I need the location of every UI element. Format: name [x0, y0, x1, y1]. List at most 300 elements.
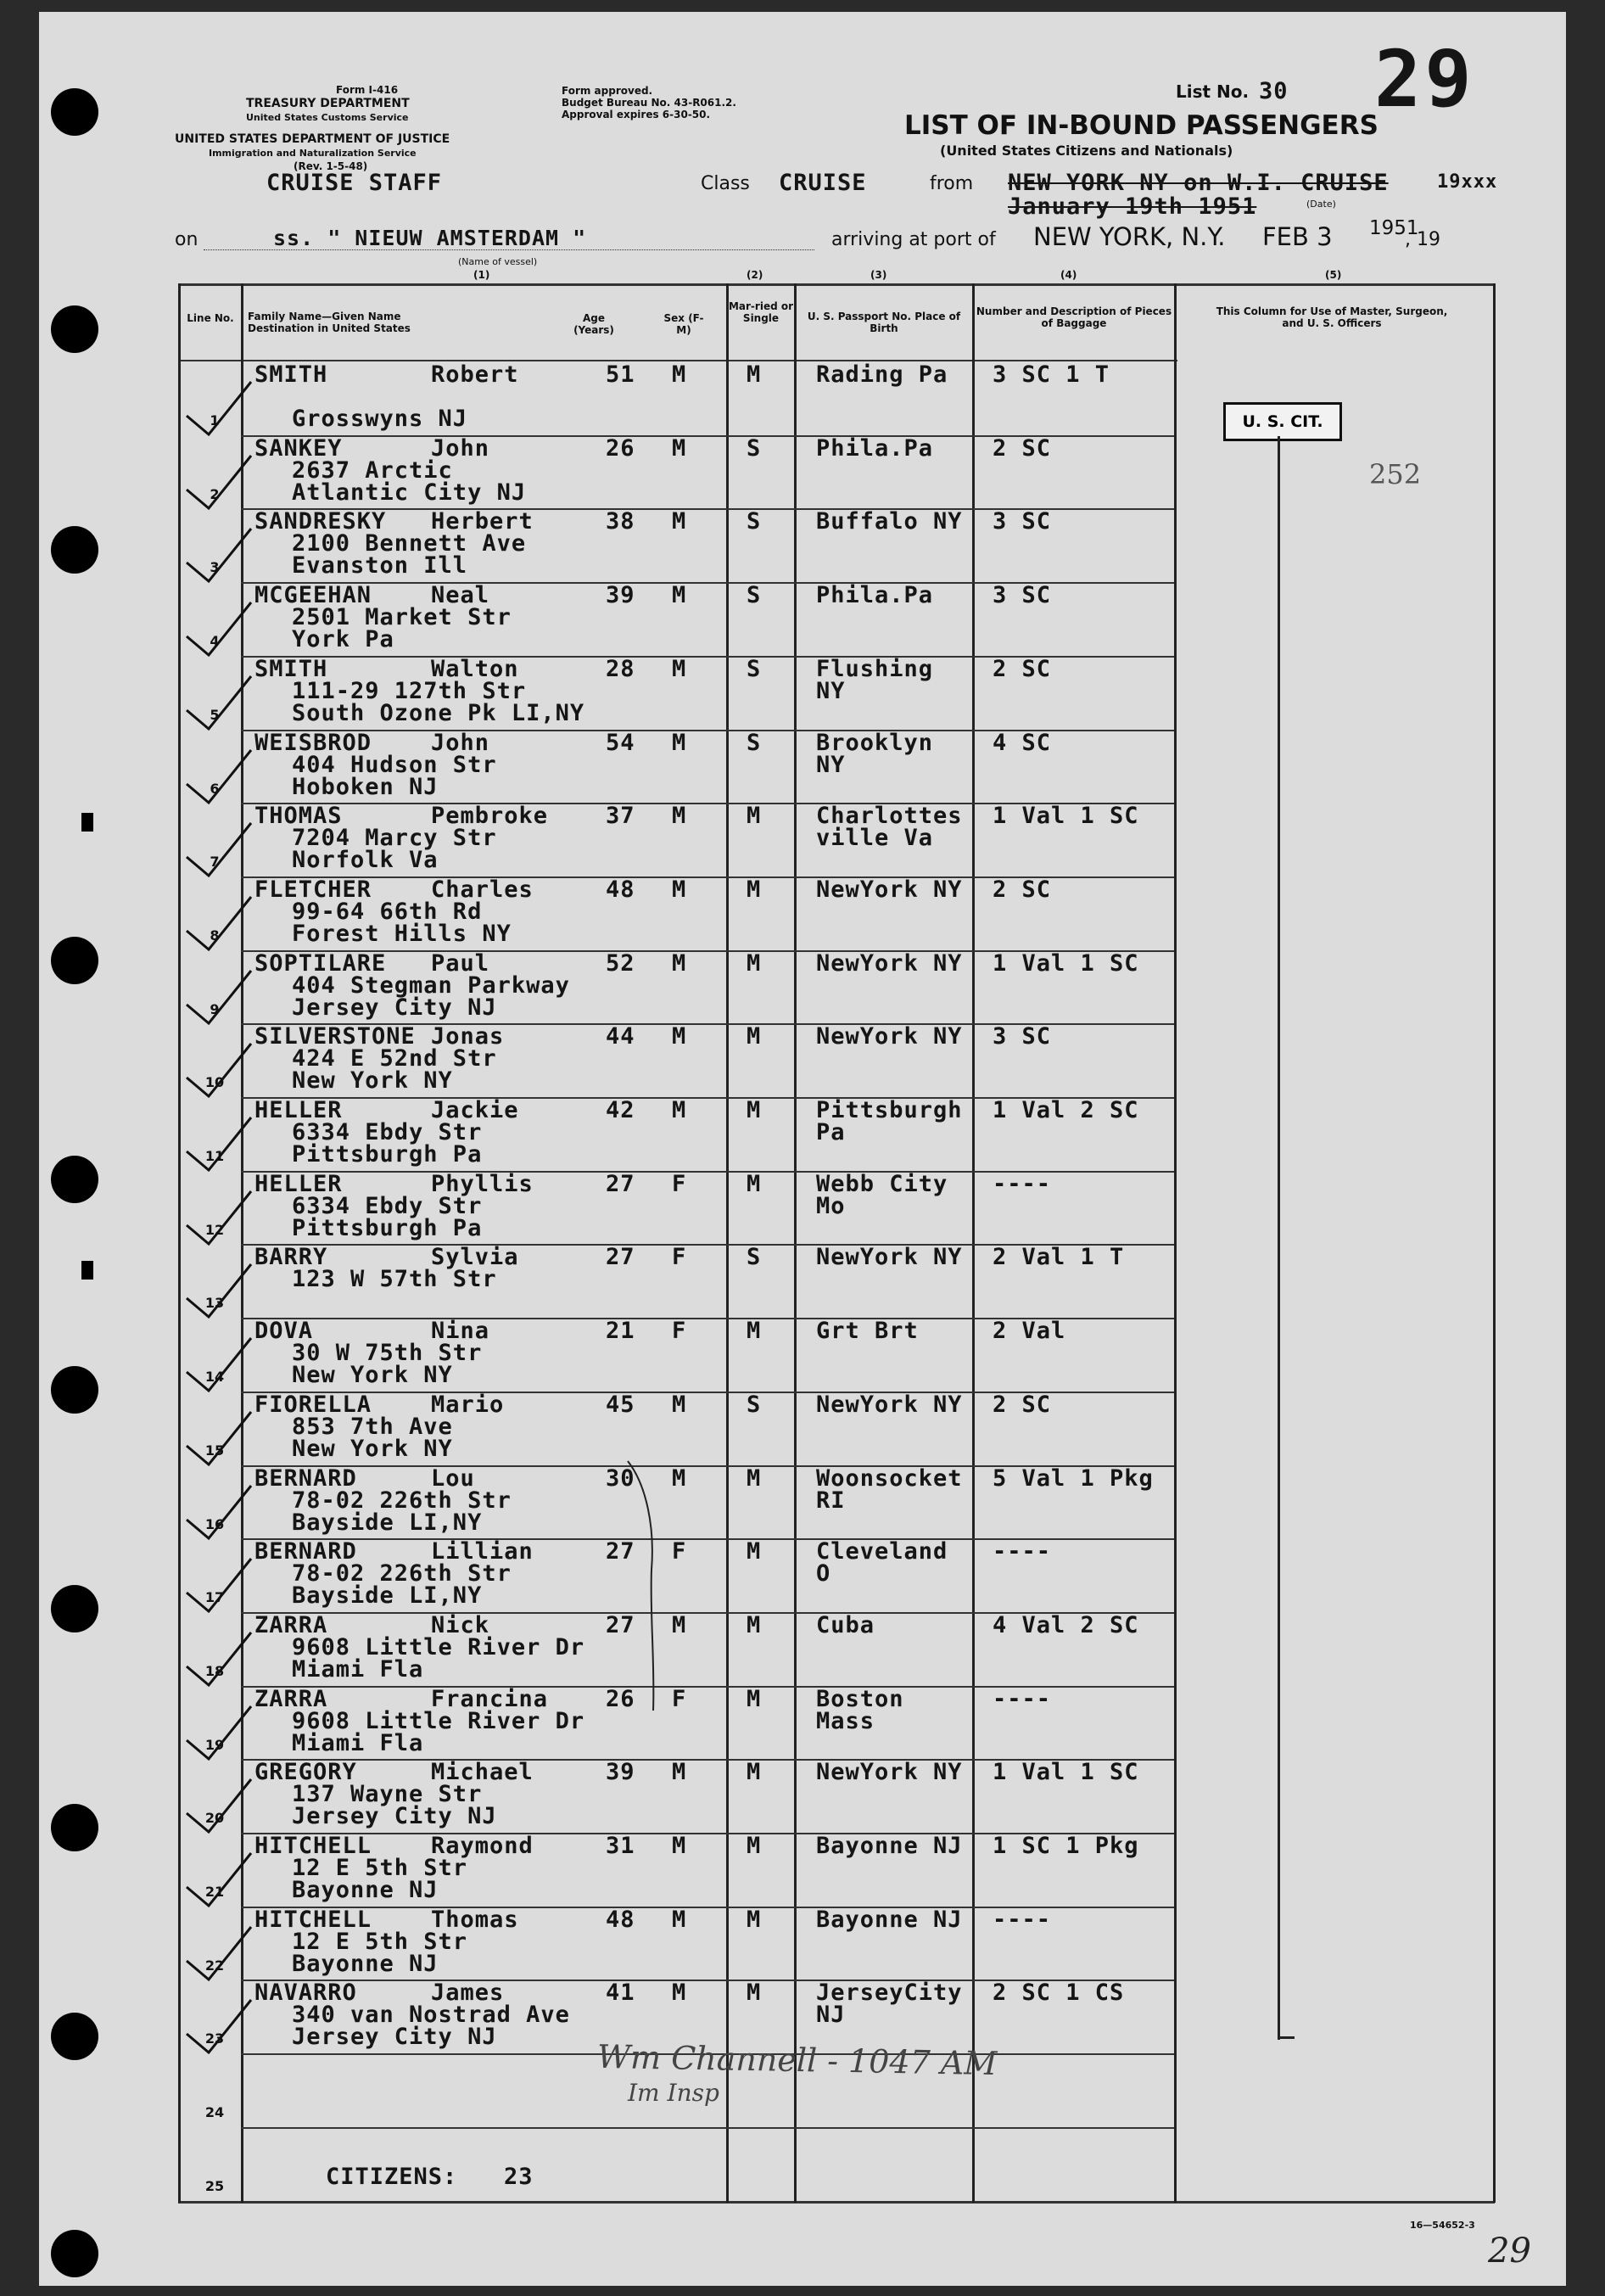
- line-number: 11: [204, 1148, 225, 1164]
- passenger-sex: M: [672, 803, 687, 830]
- passenger-age: 31: [606, 1833, 635, 1859]
- baggage: 3 SC 1 T: [993, 361, 1110, 388]
- col-border: [726, 283, 729, 2203]
- passenger-surname: SOPTILARE: [254, 949, 387, 977]
- passenger-given-name: Raymond: [431, 1833, 534, 1859]
- passenger-surname: GREGORY: [254, 1759, 357, 1786]
- passenger-destination: Forest Hills NY: [292, 920, 512, 947]
- passenger-address: 2637 Arctic: [292, 456, 453, 484]
- passenger-address: 123 W 57th Str: [292, 1266, 497, 1293]
- passenger-destination: New York NY: [292, 1067, 453, 1095]
- place-of-birth-line2: O: [816, 1560, 831, 1588]
- line-number: 1: [210, 412, 220, 428]
- passenger-sex: F: [672, 1685, 687, 1712]
- passenger-surname: HELLER: [254, 1170, 343, 1197]
- place-of-birth: Flushing: [816, 655, 934, 682]
- passenger-address: 12 E 5th Str: [292, 1855, 468, 1881]
- binder-hole: [51, 305, 98, 353]
- passenger-sex: M: [672, 1464, 687, 1492]
- passenger-address: 30 W 75th Str: [292, 1340, 483, 1367]
- check-mark: [170, 1555, 254, 1615]
- dept-line-1: TREASURY DEPARTMENT: [246, 97, 410, 110]
- baggage: ----: [993, 1170, 1052, 1197]
- place-of-birth: NewYork NY: [816, 876, 963, 903]
- header-line-no: Line No.: [187, 312, 234, 324]
- place-of-birth: Phila.Pa: [816, 434, 934, 462]
- check-mark: [170, 893, 254, 953]
- check-mark: [170, 820, 254, 879]
- passenger-surname: BERNARD: [254, 1538, 357, 1565]
- passenger-given-name: Jonas: [431, 1023, 505, 1050]
- check-mark: [170, 525, 254, 585]
- passenger-surname: DOVA: [254, 1318, 314, 1345]
- passenger-given-name: John: [431, 434, 490, 462]
- line-number: 22: [204, 1957, 225, 1974]
- passenger-destination: Evanston Ill: [292, 552, 468, 580]
- passenger-sex: M: [672, 1980, 687, 2007]
- passenger-sex: M: [672, 582, 687, 609]
- passenger-given-name: Robert: [431, 361, 519, 388]
- passenger-age: 27: [606, 1244, 635, 1271]
- passenger-address: 99-64 66th Rd: [292, 898, 483, 925]
- binder-hole: [51, 1156, 98, 1203]
- baggage: 4 Val 2 SC: [993, 1611, 1139, 1638]
- place-of-birth: NewYork NY: [816, 1759, 963, 1786]
- place-of-birth: Bayonne NJ: [816, 1906, 963, 1933]
- header-married: Mar-ried or Single: [728, 300, 794, 324]
- marital-status: S: [747, 582, 762, 609]
- passenger-given-name: James: [431, 1980, 505, 2007]
- passenger-given-name: Phyllis: [431, 1170, 534, 1197]
- passenger-address: 137 Wayne Str: [292, 1781, 483, 1808]
- baggage: 1 Val 1 SC: [993, 1759, 1139, 1786]
- marital-status: M: [747, 1023, 762, 1050]
- check-mark: [170, 1408, 254, 1468]
- manifest-sheet: [39, 12, 1566, 2286]
- passenger-destination: Atlantic City NJ: [292, 479, 527, 506]
- passenger-age: 44: [606, 1023, 635, 1050]
- passenger-address: 9608 Little River Dr: [292, 1633, 585, 1660]
- col-number-2: (2): [747, 269, 763, 281]
- passenger-sex: M: [672, 1023, 687, 1050]
- passenger-sex: M: [672, 434, 687, 462]
- check-mark: [170, 1629, 254, 1688]
- marital-status: S: [747, 729, 762, 756]
- row-divider: [241, 2127, 1174, 2129]
- place-of-birth: Phila.Pa: [816, 582, 934, 609]
- passenger-sex: F: [672, 1318, 687, 1345]
- line-number: 12: [204, 1221, 225, 1238]
- line-number: 3: [210, 559, 220, 576]
- passenger-sex: M: [672, 876, 687, 903]
- passenger-destination: Hoboken NJ: [292, 773, 439, 800]
- header-officers: This Column for Use of Master, Surgeon, and U. S. Officers: [1216, 305, 1448, 329]
- line-number: 7: [210, 854, 220, 871]
- passenger-surname: SMITH: [254, 361, 328, 388]
- check-mark: [170, 1776, 254, 1835]
- place-of-birth: Bayonne NJ: [816, 1833, 963, 1859]
- passenger-given-name: Mario: [431, 1391, 505, 1418]
- col-number-3: (3): [870, 269, 887, 281]
- passenger-age: 21: [606, 1318, 635, 1345]
- place-of-birth-line2: Mass: [816, 1707, 875, 1734]
- passenger-age: 28: [606, 655, 635, 682]
- passenger-given-name: Charles: [431, 876, 534, 903]
- passenger-sex: M: [672, 1097, 687, 1123]
- passenger-sex: M: [672, 655, 687, 682]
- binder-hole: [51, 937, 98, 984]
- line-number: 5: [210, 706, 220, 723]
- binder-hole: [51, 1585, 98, 1632]
- dept-line-4: Immigration and Naturalization Service: [209, 148, 417, 159]
- binder-hole: [51, 1366, 98, 1414]
- baggage: ----: [993, 1906, 1052, 1933]
- marital-status: M: [747, 1833, 762, 1859]
- col-border: [972, 283, 975, 2203]
- marital-status: M: [747, 1097, 762, 1123]
- passenger-given-name: Michael: [431, 1759, 534, 1786]
- place-of-birth: Buffalo NY: [816, 508, 963, 535]
- baggage: 1 SC 1 Pkg: [993, 1833, 1139, 1859]
- passenger-destination: South Ozone Pk LI,NY: [292, 699, 585, 726]
- passenger-given-name: Herbert: [431, 508, 534, 535]
- line-number: 15: [204, 1442, 225, 1459]
- citizens-label: CITIZENS:: [326, 2164, 458, 2190]
- baggage: 2 Val: [993, 1318, 1066, 1345]
- passenger-destination: Pittsburgh Pa: [292, 1141, 483, 1168]
- class-value: CRUISE: [779, 170, 867, 196]
- baggage: 3 SC: [993, 508, 1052, 535]
- place-of-birth: JerseyCity: [816, 1980, 963, 2007]
- marital-status: M: [747, 803, 762, 830]
- baggage: 5 Val 1 Pkg: [993, 1464, 1154, 1492]
- passenger-destination: Bayonne NJ: [292, 1877, 439, 1903]
- passenger-sex: F: [672, 1538, 687, 1565]
- cruise-staff-label: CRUISE STAFF: [266, 170, 443, 196]
- handwritten-inspector: Wm Channell - 1047 AM: [596, 2037, 998, 2083]
- passenger-surname: SILVERSTONE: [254, 1023, 416, 1050]
- marital-status: M: [747, 1538, 762, 1565]
- check-mark: [170, 1261, 254, 1320]
- marital-status: S: [747, 1391, 762, 1418]
- line-number: 25: [204, 2177, 225, 2194]
- line-number: 9: [210, 1000, 220, 1017]
- col-number-1: (1): [473, 269, 490, 281]
- place-of-birth-line2: Pa: [816, 1119, 846, 1145]
- arrival-date: FEB 3: [1262, 222, 1333, 251]
- passenger-age: 39: [606, 582, 635, 609]
- place-of-birth-line2: RI: [816, 1487, 846, 1514]
- baggage: 1 Val 1 SC: [993, 949, 1139, 977]
- check-mark: [170, 1703, 254, 1762]
- list-no-label: List No.: [1176, 81, 1250, 102]
- arrival-year: 1951: [1369, 217, 1419, 239]
- binder-hole: [51, 1804, 98, 1851]
- line-number: 13: [204, 1295, 225, 1312]
- passenger-sex: F: [672, 1244, 687, 1271]
- passenger-surname: BERNARD: [254, 1464, 357, 1492]
- vessel-caption: (Name of vessel): [458, 256, 538, 267]
- passenger-given-name: Francina: [431, 1685, 549, 1712]
- passenger-address: 78-02 226th Str: [292, 1487, 512, 1514]
- passenger-given-name: Paul: [431, 949, 490, 977]
- passenger-address: 6334 Ebdy Str: [292, 1119, 483, 1145]
- passenger-age: 45: [606, 1391, 635, 1418]
- marital-status: M: [747, 1170, 762, 1197]
- line-number: 18: [204, 1662, 225, 1679]
- place-of-birth: NewYork NY: [816, 949, 963, 977]
- check-mark: [170, 673, 254, 732]
- check-mark: [170, 1850, 254, 1909]
- officer-number: 252: [1369, 458, 1422, 490]
- dept-line-2: United States Customs Service: [246, 112, 409, 123]
- check-mark: [170, 1482, 254, 1542]
- place-of-birth: Boston: [816, 1685, 904, 1712]
- baggage: 2 SC: [993, 1391, 1052, 1418]
- passenger-age: 38: [606, 508, 635, 535]
- marital-status: M: [747, 1759, 762, 1786]
- marital-status: M: [747, 1980, 762, 2007]
- line-number: 2: [210, 485, 220, 502]
- place-of-birth: Grt Brt: [816, 1318, 919, 1345]
- header-age: Age (Years): [573, 312, 614, 336]
- place-of-birth-line2: ville Va: [816, 825, 934, 852]
- place-of-birth: NewYork NY: [816, 1391, 963, 1418]
- line-number: 6: [210, 780, 220, 797]
- line-number: 21: [204, 1884, 225, 1900]
- line-number: 19: [204, 1736, 225, 1753]
- col-number-4: (4): [1060, 269, 1077, 281]
- place-of-birth-line2: NY: [816, 677, 846, 704]
- passenger-destination: Pittsburgh Pa: [292, 1214, 483, 1241]
- baggage: 4 SC: [993, 729, 1052, 756]
- col-border: [1174, 283, 1177, 2203]
- check-mark: [170, 1188, 254, 1247]
- passenger-surname: HITCHELL: [254, 1833, 372, 1859]
- passenger-age: 37: [606, 803, 635, 830]
- baggage: 3 SC: [993, 582, 1052, 609]
- passenger-address: 2501 Market Str: [292, 604, 512, 631]
- baggage: 2 SC: [993, 434, 1052, 462]
- passenger-destination: Miami Fla: [292, 1655, 424, 1683]
- arrival-port: NEW YORK, N.Y.: [1033, 222, 1226, 251]
- line-number: 10: [204, 1074, 225, 1091]
- baggage: 1 Val 2 SC: [993, 1097, 1139, 1123]
- baggage: 2 SC 1 CS: [993, 1980, 1125, 2007]
- passenger-sex: M: [672, 1833, 687, 1859]
- col-border: [1493, 283, 1496, 2203]
- passenger-destination: Grosswyns NJ: [292, 406, 468, 432]
- check-mark: [170, 1335, 254, 1394]
- line-number: 14: [204, 1369, 225, 1386]
- marital-status: S: [747, 1244, 762, 1271]
- passenger-surname: SMITH: [254, 655, 328, 682]
- marital-status: S: [747, 508, 762, 535]
- list-no-value: 30: [1259, 78, 1289, 104]
- passenger-destination: Jersey City NJ: [292, 1803, 497, 1830]
- approval-line-1: Form approved.: [562, 85, 653, 97]
- passenger-age: 30: [606, 1464, 635, 1492]
- passenger-sex: M: [672, 1906, 687, 1933]
- passenger-address: 9608 Little River Dr: [292, 1707, 585, 1734]
- corner-page-mark: 29: [1488, 2232, 1531, 2271]
- passenger-sex: M: [672, 1391, 687, 1418]
- passenger-surname: MCGEEHAN: [254, 582, 372, 609]
- passenger-sex: M: [672, 361, 687, 388]
- place-of-birth: Woonsocket: [816, 1464, 963, 1492]
- passenger-address: 340 van Nostrad Ave: [292, 2002, 570, 2029]
- passenger-destination: New York NY: [292, 1362, 453, 1389]
- check-mark: [170, 1114, 254, 1173]
- binder-hole: [51, 2230, 98, 2277]
- col-border: [794, 283, 797, 2203]
- place-of-birth: NewYork NY: [816, 1244, 963, 1271]
- date-caption: (Date): [1306, 199, 1336, 210]
- passenger-address: 404 Hudson Str: [292, 751, 497, 778]
- check-mark: [170, 1040, 254, 1100]
- passenger-destination: Jersey City NJ: [292, 994, 497, 1021]
- marital-status: M: [747, 1464, 762, 1492]
- passenger-address: 6334 Ebdy Str: [292, 1192, 483, 1219]
- passenger-destination: Bayside LI,NY: [292, 1509, 483, 1536]
- passenger-age: 51: [606, 361, 635, 388]
- marital-status: M: [747, 949, 762, 977]
- check-mark: [170, 967, 254, 1027]
- passenger-age: 48: [606, 1906, 635, 1933]
- passenger-sex: F: [672, 1170, 687, 1197]
- passenger-given-name: Lillian: [431, 1538, 534, 1565]
- header-name: Family Name—Given Name Destination in United States: [248, 311, 411, 334]
- departure-date: January 19th 1951: [1008, 193, 1257, 220]
- passenger-address: 2100 Bennett Ave: [292, 530, 527, 557]
- passenger-surname: HITCHELL: [254, 1906, 372, 1933]
- passenger-address: 853 7th Ave: [292, 1413, 453, 1440]
- class-label: Class: [701, 173, 750, 194]
- vessel-name: ss. " NIEUW AMSTERDAM ": [273, 226, 587, 250]
- marital-status: M: [747, 1685, 762, 1712]
- approval-line-2: Budget Bureau No. 43-R061.2.: [562, 97, 736, 109]
- passenger-age: 39: [606, 1759, 635, 1786]
- passenger-age: 26: [606, 434, 635, 462]
- baggage: 2 SC: [993, 655, 1052, 682]
- passenger-surname: NAVARRO: [254, 1980, 357, 2007]
- passenger-age: 52: [606, 949, 635, 977]
- passenger-sex: M: [672, 1611, 687, 1638]
- passenger-age: 42: [606, 1097, 635, 1123]
- passenger-given-name: Neal: [431, 582, 490, 609]
- passenger-surname: SANKEY: [254, 434, 343, 462]
- marital-status: M: [747, 876, 762, 903]
- passenger-address: 7204 Marcy Str: [292, 825, 497, 852]
- line-number: 23: [204, 2030, 225, 2047]
- place-of-birth-line2: Mo: [816, 1192, 846, 1219]
- on-label: on: [175, 229, 199, 250]
- marital-status: M: [747, 1318, 762, 1345]
- binder-slot: [81, 1261, 93, 1280]
- check-mark: [170, 599, 254, 658]
- place-of-birth: Charlottes: [816, 803, 963, 830]
- line-number: 20: [204, 1810, 225, 1827]
- line-number: 17: [204, 1589, 225, 1606]
- passenger-destination: Bayside LI,NY: [292, 1582, 483, 1610]
- passenger-address: 404 Stegman Parkway: [292, 972, 570, 999]
- binder-hole: [51, 2013, 98, 2060]
- passenger-surname: ZARRA: [254, 1611, 328, 1638]
- binder-hole: [51, 88, 98, 136]
- passenger-address: 12 E 5th Str: [292, 1928, 468, 1955]
- table-bottom-border: [178, 2201, 1495, 2204]
- dept-line-3: UNITED STATES DEPARTMENT OF JUSTICE: [175, 132, 450, 146]
- baggage: 3 SC: [993, 1023, 1052, 1050]
- passenger-given-name: Sylvia: [431, 1244, 519, 1271]
- officer-bracket-line: [1278, 436, 1280, 2040]
- place-of-birth: Webb City: [816, 1170, 948, 1197]
- passenger-age: 41: [606, 1980, 635, 2007]
- passenger-destination: Bayonne NJ: [292, 1950, 439, 1977]
- form-number: Form I-416: [336, 84, 399, 96]
- header-passport: U. S. Passport No. Place of Birth: [807, 311, 961, 334]
- passenger-surname: THOMAS: [254, 803, 343, 830]
- passenger-age: 54: [606, 729, 635, 756]
- passenger-sex: M: [672, 729, 687, 756]
- check-mark: [170, 378, 254, 438]
- passenger-surname: SANDRESKY: [254, 508, 387, 535]
- from-label: from: [930, 173, 974, 194]
- passenger-address: 78-02 226th Str: [292, 1560, 512, 1588]
- passenger-address: 424 E 52nd Str: [292, 1045, 497, 1072]
- table-top-border: [178, 283, 1495, 286]
- passenger-given-name: Nina: [431, 1318, 490, 1345]
- binder-slot: [81, 813, 93, 832]
- dept-line-5: (Rev. 1-5-48): [294, 160, 368, 172]
- marital-status: M: [747, 361, 762, 388]
- arriving-label: arriving at port of: [831, 229, 996, 250]
- passenger-destination: New York NY: [292, 1435, 453, 1462]
- check-mark: [170, 452, 254, 512]
- passenger-destination: Jersey City NJ: [292, 2024, 497, 2051]
- baggage: 2 Val 1 T: [993, 1244, 1125, 1271]
- check-mark: [170, 747, 254, 806]
- binder-hole: [51, 526, 98, 574]
- baggage: ----: [993, 1538, 1052, 1565]
- col-number-5: (5): [1325, 269, 1342, 281]
- footer-code: 16—54652-3: [1410, 2220, 1475, 2231]
- page-number: 29: [1374, 34, 1475, 125]
- list-subtitle: (United States Citizens and Nationals): [940, 143, 1233, 159]
- line-number: 24: [204, 2104, 225, 2121]
- line-number: 16: [204, 1515, 225, 1532]
- passenger-given-name: Nick: [431, 1611, 490, 1638]
- passenger-surname: FLETCHER: [254, 876, 372, 903]
- passenger-surname: BARRY: [254, 1244, 328, 1271]
- passenger-sex: M: [672, 949, 687, 977]
- passenger-destination: York Pa: [292, 626, 394, 653]
- passenger-given-name: Lou: [431, 1464, 475, 1492]
- passenger-given-name: Thomas: [431, 1906, 519, 1933]
- passenger-age: 48: [606, 876, 635, 903]
- passenger-surname: WEISBROD: [254, 729, 372, 756]
- baggage: ----: [993, 1685, 1052, 1712]
- passenger-age: 26: [606, 1685, 635, 1712]
- passenger-destination: Miami Fla: [292, 1729, 424, 1756]
- marital-status: S: [747, 655, 762, 682]
- marital-status: M: [747, 1611, 762, 1638]
- list-title: LIST OF IN-BOUND PASSENGERS: [904, 110, 1379, 141]
- passenger-surname: FIORELLA: [254, 1391, 372, 1418]
- place-of-birth: Rading Pa: [816, 361, 948, 388]
- place-of-birth: Brooklyn: [816, 729, 934, 756]
- passenger-destination: Norfolk Va: [292, 847, 439, 874]
